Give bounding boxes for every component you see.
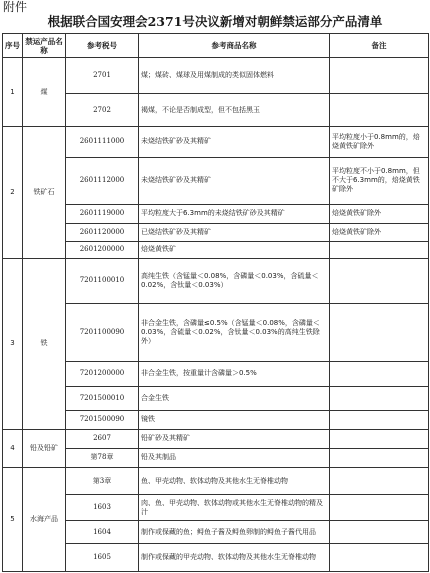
row-name: 肉、鱼、甲壳动物、软体动物或其他水生无脊椎动物的精及汁 — [139, 495, 330, 520]
row-code: 第78章 — [66, 448, 139, 467]
row-note — [330, 520, 429, 543]
embargo-list-table — [2, 33, 429, 572]
row-name: 铅及其制品 — [139, 448, 330, 467]
table-row — [3, 223, 429, 241]
row-code: 1605 — [66, 544, 139, 572]
table-row — [3, 157, 429, 204]
row-code: 7201500090 — [66, 410, 139, 429]
row-name: 制作或保藏的甲壳动物、软体动物及其他水生无脊椎动物 — [139, 544, 330, 572]
row-name: 焙烧黄铁矿 — [139, 241, 330, 258]
table-row — [3, 204, 429, 223]
row-code: 2601112000 — [66, 157, 139, 204]
table-row — [3, 429, 429, 448]
row-note — [330, 58, 429, 94]
table-row — [3, 241, 429, 258]
row-code: 2701 — [66, 58, 139, 94]
row-note: 焙烧黄铁矿除外 — [330, 223, 429, 241]
row-name: 高纯生铁（含锰量＜0.08%，含磷量＜0.03%，含硫量＜0.02%，含钛量＜0.03%） — [139, 258, 330, 304]
group-seq: 1 — [3, 58, 23, 127]
row-code: 2702 — [66, 94, 139, 127]
row-name: 煤；煤砖、煤球及用煤制成的类似固体燃料 — [139, 58, 330, 94]
row-code: 1603 — [66, 495, 139, 520]
header-category: 禁运产品名称 — [23, 34, 66, 58]
table-row — [3, 467, 429, 495]
row-note — [330, 448, 429, 467]
row-name: 铅矿砂及其精矿 — [139, 429, 330, 448]
table-row — [3, 58, 429, 94]
row-note — [330, 410, 429, 429]
group-category: 煤 — [23, 58, 66, 127]
row-name: 已烧结铁矿砂及其精矿 — [139, 223, 330, 241]
row-note — [330, 241, 429, 258]
row-name: 未烧结铁矿砂及其精矿 — [139, 157, 330, 204]
row-code: 1604 — [66, 520, 139, 543]
row-code: 2601119000 — [66, 204, 139, 223]
row-note — [330, 429, 429, 448]
group-seq: 4 — [3, 429, 23, 467]
row-name: 平均粒度大于6.3mm的未烧结铁矿砂及其精矿 — [139, 204, 330, 223]
row-note: 平均粒度小于0.8mm的，焙烧黄铁矿除外 — [330, 127, 429, 158]
row-note — [330, 361, 429, 386]
table-row — [3, 544, 429, 572]
table-row — [3, 410, 429, 429]
document-title: 根据联合国安理会2371号决议新增对朝鲜禁运部分产品清单 — [47, 14, 383, 29]
row-name: 非合金生铁，按重量计含磷量＞0.5% — [139, 361, 330, 386]
row-code: 2601200000 — [66, 241, 139, 258]
row-note — [330, 467, 429, 495]
table-row — [3, 520, 429, 543]
row-note — [330, 495, 429, 520]
table-row — [3, 361, 429, 386]
row-code: 7201100010 — [66, 258, 139, 304]
row-note: 焙烧黄铁矿除外 — [330, 204, 429, 223]
table-row — [3, 495, 429, 520]
table-row — [3, 94, 429, 127]
header-note: 备注 — [330, 34, 429, 58]
header-code: 参考税号 — [66, 34, 139, 58]
header-name: 参考商品名称 — [139, 34, 330, 58]
group-category: 水海产品 — [23, 467, 66, 571]
group-category: 铅及铅矿 — [23, 429, 66, 467]
row-name: 制作或保藏的鱼；鲟鱼子酱及鲟鱼卵制的鲟鱼子酱代用品 — [139, 520, 330, 543]
row-name: 合金生铁 — [139, 387, 330, 410]
table-row — [3, 127, 429, 158]
table-row — [3, 258, 429, 304]
row-code: 7201100090 — [66, 304, 139, 361]
row-note — [330, 258, 429, 304]
row-code: 7201200000 — [66, 361, 139, 386]
header-seq: 序号 — [3, 34, 23, 58]
group-category: 铁矿石 — [23, 127, 66, 259]
row-note — [330, 94, 429, 127]
row-code: 2607 — [66, 429, 139, 448]
table-header-row — [3, 34, 429, 58]
row-code: 第3章 — [66, 467, 139, 495]
row-code: 7201500010 — [66, 387, 139, 410]
row-name: 鱼、甲壳动物、软体动物及其他水生无脊椎动物 — [139, 467, 330, 495]
row-name: 非合金生铁，含磷量≤0.5%（含锰量＜0.08%，含磷量＜0.03%，含硫量＜0.02%，含钛量＜0.03%的高纯生铁除外） — [139, 304, 330, 361]
attachment-label: 附件 — [3, 0, 28, 14]
group-seq: 5 — [3, 467, 23, 571]
row-name: 镜铁 — [139, 410, 330, 429]
group-category: 铁 — [23, 258, 66, 429]
group-seq: 3 — [3, 258, 23, 429]
table-row — [3, 304, 429, 361]
table-row — [3, 387, 429, 410]
row-note — [330, 387, 429, 410]
row-name: 褐煤，不论是否制成型，但不包括黑玉 — [139, 94, 330, 127]
group-seq: 2 — [3, 127, 23, 259]
row-name: 未烧结铁矿砂及其精矿 — [139, 127, 330, 158]
row-code: 2601120000 — [66, 223, 139, 241]
table-row — [3, 448, 429, 467]
row-note: 平均粒度不小于0.8mm，但不大于6.3mm的，焙烧黄铁矿除外 — [330, 157, 429, 204]
row-note — [330, 544, 429, 572]
row-code: 2601111000 — [66, 127, 139, 158]
row-note — [330, 304, 429, 361]
